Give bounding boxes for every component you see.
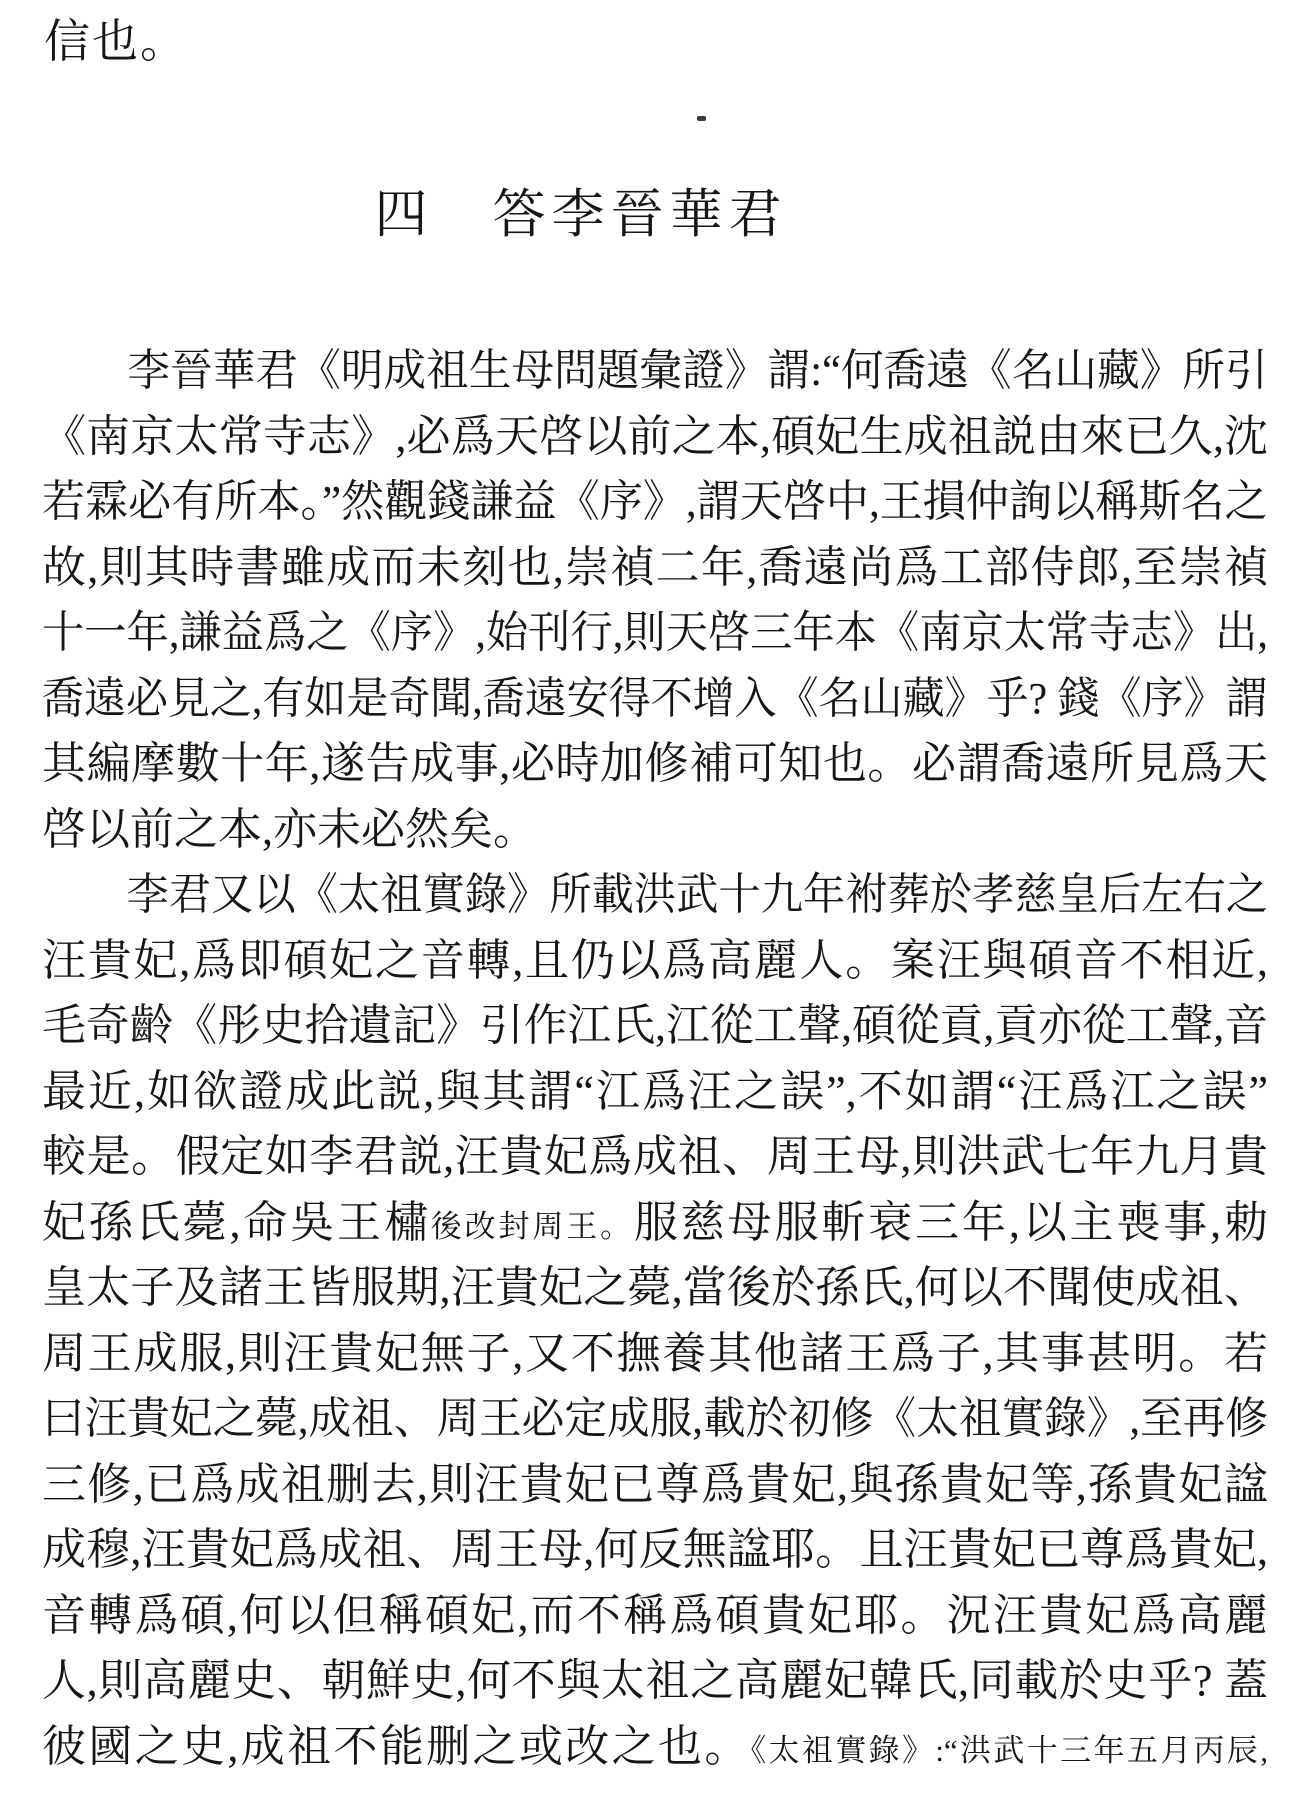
text-line — [42, 1452, 1268, 1518]
text-run: 李君又以《太祖實錄》所載洪武十九年袝葬於孝慈皇后左右之 — [126, 870, 1268, 919]
text-run: 李晉華君《明成祖生母問題彙證》謂:“何喬遠《名山藏》所引 — [127, 346, 1268, 395]
text-line — [42, 1386, 1268, 1452]
text-run: 《南京太常寺志》,必爲天啓以前之本,碩妃生成祖説由來已久,沈 — [42, 411, 1268, 461]
text-run: 皇太子及諸王皆服期,汪貴妃之薨,當後於孫氏,何以不聞使成祖、 — [42, 1263, 1268, 1312]
text-line — [42, 1583, 1268, 1649]
text-run: 人,則高麗史、朝鮮史,何不與太祖之高麗妃韓氏,同載於史乎? 蓋 — [42, 1656, 1268, 1705]
text-line — [42, 600, 1268, 666]
text-run: 周王成服,則汪貴妃無子,又不撫養其他諸王爲子,其事甚明。若 — [42, 1328, 1268, 1378]
text-run: 成穆,汪貴妃爲成祖、周王母,何反無諡耶。且汪貴妃已尊爲貴妃, — [42, 1525, 1268, 1574]
text-line — [42, 1517, 1268, 1583]
text-line — [42, 797, 1268, 863]
inline-annotation: 後改封周王。 — [430, 1208, 634, 1244]
text-run: 最近,如欲證成此説,與其謂“江爲汪之誤”,不如謂“汪爲江之誤” — [42, 1066, 1268, 1116]
text-run: 彼國之史,成祖不能删之或改之也。 — [42, 1721, 751, 1771]
text-line — [42, 1321, 1268, 1387]
text-run: 十一年,謙益爲之《序》,始刊行,則天啓三年本《南京太常寺志》出, — [42, 608, 1268, 657]
scan-artifact-dot — [697, 116, 706, 121]
text-line — [42, 1714, 1268, 1780]
text-run: 故,則其時書雖成而未刻也,崇禎二年,喬遠尚爲工部侍郎,至崇禎 — [42, 542, 1268, 592]
text-line — [42, 862, 1268, 928]
text-line — [42, 928, 1268, 994]
text-run: 啓以前之本,亦未必然矣。 — [42, 804, 537, 854]
text-line — [42, 1190, 1268, 1256]
text-run: 若霖必有所本。”然觀錢謙益《序》,謂天啓中,王損仲詢以稱斯名之 — [42, 477, 1268, 526]
text-line — [42, 469, 1268, 535]
continuation-line: 信也。 — [44, 16, 188, 67]
text-line — [42, 535, 1268, 601]
text-run: 妃孫氏薨,命吳王橚 — [42, 1197, 431, 1247]
text-run: 服慈母服斬衰三年,以主喪事,勅 — [633, 1197, 1269, 1247]
inline-annotation: 《太祖實錄》:“洪武十三年五月丙辰, — [750, 1732, 1268, 1768]
chapter-title: 四 答李晉華君 — [374, 186, 788, 244]
text-run: 三修,已爲成祖删去,則汪貴妃已尊爲貴妃,與孫貴妃等,孫貴妃諡 — [42, 1459, 1268, 1509]
body-text — [42, 338, 1268, 1779]
text-line — [42, 404, 1268, 470]
text-run: 毛奇齡《彤史拾遺記》引作江氏,江從工聲,碩從貢,貢亦從工聲,音 — [42, 1001, 1268, 1050]
text-run: 汪貴妃,爲即碩妃之音轉,且仍以爲高麗人。案汪與碩音不相近, — [42, 935, 1268, 985]
text-line — [42, 1255, 1268, 1321]
text-run: 較是。假定如李君説,汪貴妃爲成祖、周王母,則洪武七年九月貴 — [42, 1132, 1268, 1181]
text-line — [42, 1648, 1268, 1714]
text-run: 曰汪貴妃之薨,成祖、周王必定成服,載於初修《太祖實錄》,至再修 — [42, 1394, 1268, 1443]
text-line — [42, 1124, 1268, 1190]
text-run: 其編摩數十年,遂告成事,必時加修補可知也。必謂喬遠所見爲天 — [42, 739, 1268, 788]
text-run: 音轉爲碩,何以但稱碩妃,而不稱爲碩貴妃耶。況汪貴妃爲高麗 — [42, 1590, 1268, 1640]
text-line — [42, 1059, 1268, 1125]
text-run: 喬遠必見之,有如是奇聞,喬遠安得不增入《名山藏》乎? 錢《序》謂 — [42, 673, 1268, 723]
text-line — [42, 731, 1268, 797]
text-line — [42, 338, 1268, 404]
text-line — [42, 666, 1268, 732]
text-line — [42, 993, 1268, 1059]
